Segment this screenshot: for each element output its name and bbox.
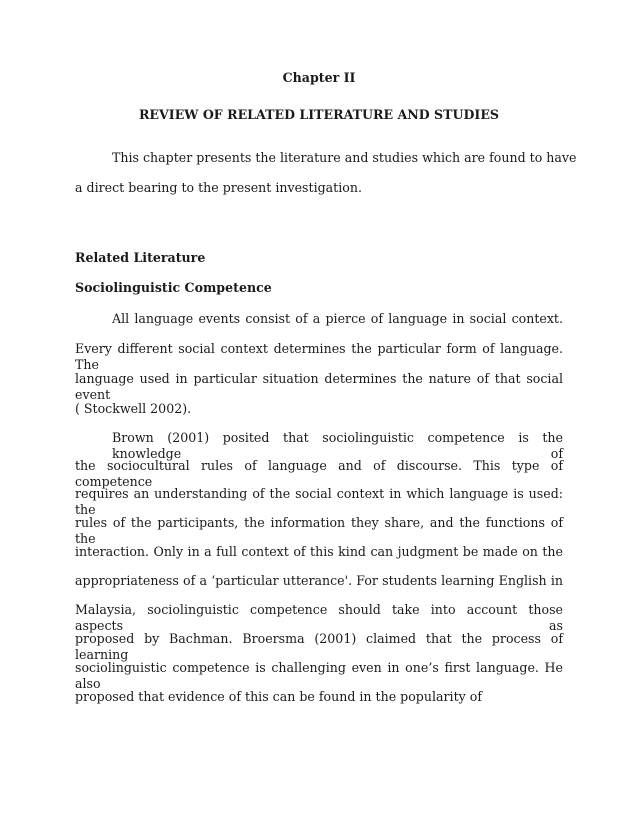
paragraph-line: Every different social context determines the particular form of language. The	[75, 341, 563, 372]
paragraph-line: All language events consist of a pierce of language in social context.	[112, 311, 563, 326]
chapter-label: Chapter II	[282, 70, 356, 85]
paragraph-line: the sociocultural rules of language and of discourse. This type of competence	[75, 458, 563, 489]
paragraph-line: requires an understanding of the social context in which language is used: the	[75, 486, 563, 517]
paragraph-line: rules of the participants, the information they share, and the functions of the	[75, 515, 563, 546]
paragraph-line: Malaysia, sociolinguistic competence should take into account those aspects as	[75, 602, 563, 633]
intro-line: This chapter presents the literature and studies which are found to have	[112, 150, 577, 165]
paragraph-line: interaction. Only in a full context of this kind can judgment be made on the	[75, 544, 563, 559]
paragraph-line: proposed by Bachman. Broersma (2001) claimed that the process of learning	[75, 631, 563, 662]
paragraph-line: Brown (2001) posited that sociolinguistic competence is the knowledge of	[112, 430, 563, 461]
paragraph-line: sociolinguistic competence is challenging even in one’s first language. He also	[75, 660, 563, 691]
intro-line: a direct bearing to the present investigation.	[75, 180, 362, 195]
paragraph-line: language used in particular situation determines the nature of that social event	[75, 371, 563, 402]
section-heading: Related Literature	[75, 250, 206, 265]
paragraph-line: ( Stockwell 2002).	[75, 401, 192, 416]
paragraph-line: appropriateness of a ‘particular utterance'. For students learning English in	[75, 573, 563, 588]
paragraph-line: proposed that evidence of this can be found in the popularity of	[75, 689, 482, 704]
chapter-title: REVIEW OF RELATED LITERATURE AND STUDIES	[138, 107, 500, 122]
subsection-heading: Sociolinguistic Competence	[75, 280, 272, 295]
